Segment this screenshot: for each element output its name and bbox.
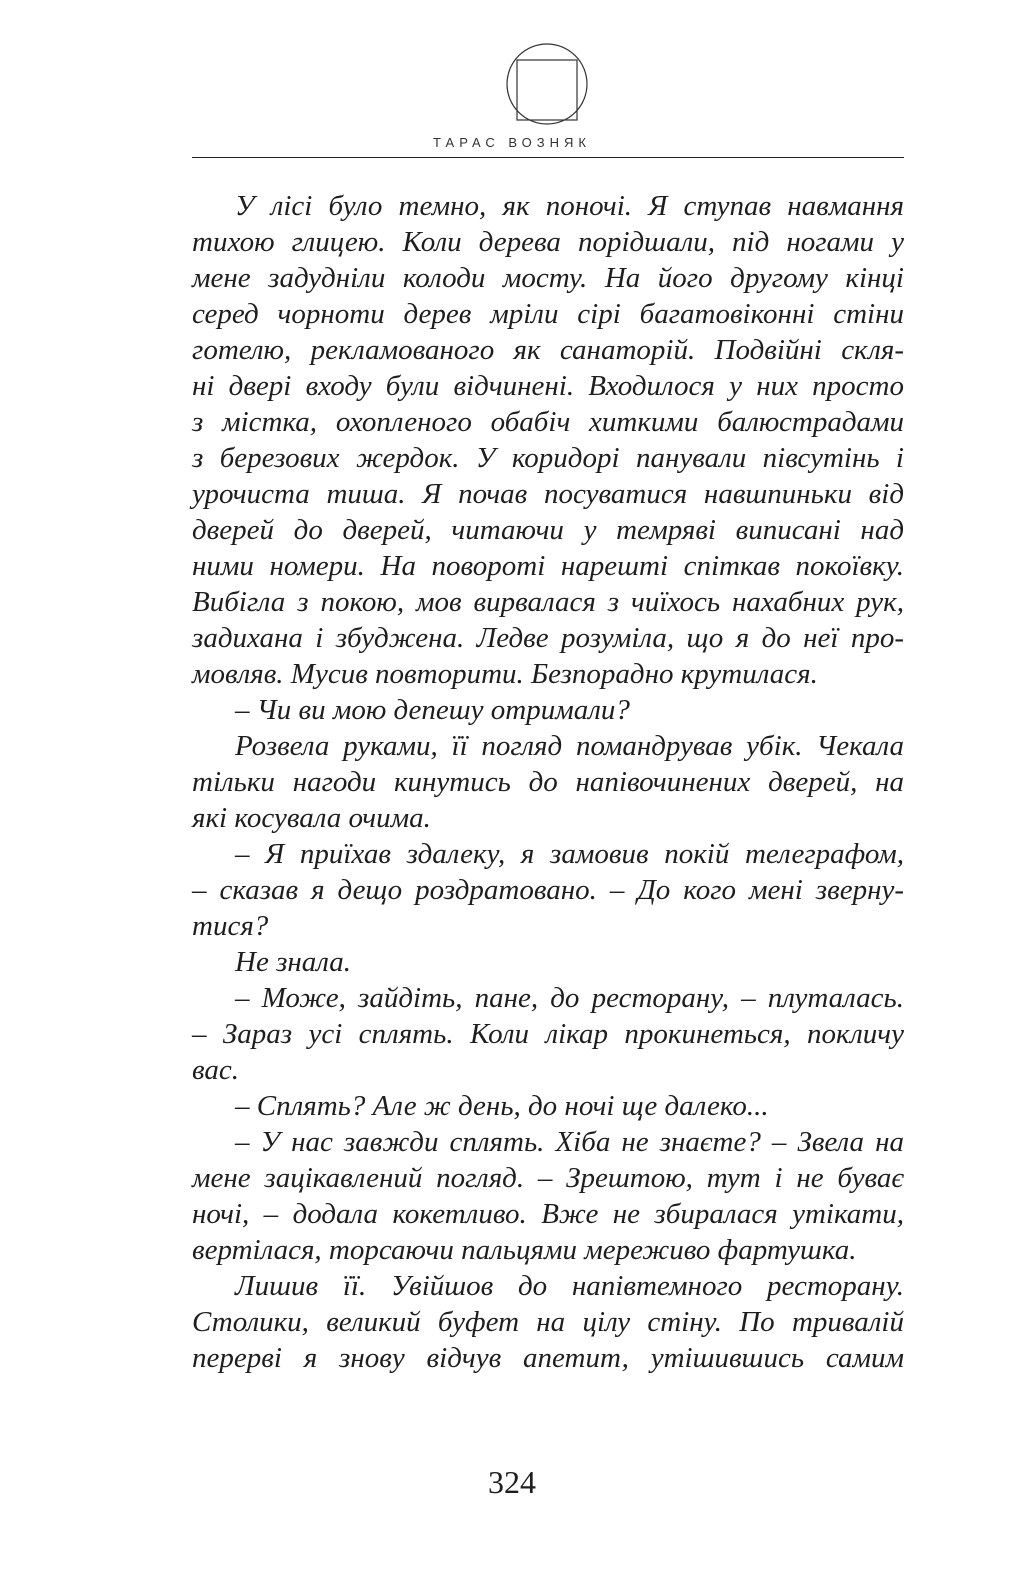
page-number: 324	[488, 1464, 536, 1500]
text-line: тися?	[192, 910, 269, 942]
text-line: мене задудніли колоди мосту. На його другому кінці	[192, 262, 904, 294]
text-line: задихана і збуджена. Ледве розуміла, що я до неї про-	[192, 622, 904, 654]
text-line: ні двері входу були відчинені. Входилося у них просто	[192, 370, 904, 402]
text-line: тихою глицею. Коли дерева порідшали, під ногами у	[192, 226, 904, 258]
text-line: – Сплять? Але ж день, до ночі ще далеко...	[235, 1090, 769, 1122]
text-line: які косувала очима.	[192, 802, 431, 834]
text-line: ними номери. На повороті нарешті спіткав покоївку.	[192, 550, 904, 582]
text-line: – Чи ви мою депешу отримали?	[235, 694, 630, 726]
text-line: – Може, зайдіть, пане, до ресторану, – плуталась.	[235, 982, 904, 1014]
text-line: – сказав я дещо роздратовано. – До кого мені зверну-	[192, 874, 904, 906]
text-line: У лісі було темно, як поночі. Я ступав навмання	[235, 190, 904, 222]
text-line: серед чорноти дерев мріли сірі багатовіконні стіни	[192, 298, 904, 330]
text-line: ночі, – додала кокетливо. Вже не збиралася утікати,	[192, 1198, 904, 1230]
text-line: перерві я знову відчув апетит, утішившись самим	[192, 1342, 904, 1374]
text-line: – Я приїхав здалеку, я замовив покій телеграфом,	[235, 838, 904, 870]
text-line: тільки нагоди кинутись до напівочинених дверей, на	[192, 766, 904, 798]
body-text	[192, 188, 904, 1376]
text-line: – У нас завжди сплять. Хіба не знаєте? – Звела на	[235, 1126, 904, 1158]
text-line: вертілася, торсаючи пальцями мереживо фартушка.	[192, 1234, 857, 1266]
text-line: Вибігла з покою, мов вирвалася з чиїхось нахабних рук,	[192, 586, 904, 618]
text-line: – Зараз усі сплять. Коли лікар прокинеться, покличу	[192, 1018, 904, 1050]
text-line: Лишив її. Увійшов до напівтемного ресторану.	[235, 1270, 904, 1302]
text-line: Розвела руками, її погляд помандрував убік. Чекала	[235, 730, 904, 762]
running-header-author: ТАРАС ВОЗНЯК	[433, 135, 591, 150]
text-line: Не знала.	[235, 946, 352, 978]
text-line: урочиста тиша. Я почав посуватися навшпиньки від	[192, 478, 904, 510]
text-line: мене зацікавлений погляд. – Зрештою, тут і не буває	[192, 1162, 904, 1194]
text-line: готелю, рекламованого як санаторій. Подвійні скля-	[192, 334, 904, 366]
header-divider	[192, 157, 904, 158]
text-line: дверей до дверей, читаючи у темряві виписані над	[192, 514, 904, 546]
text-line: вас.	[192, 1054, 240, 1086]
text-line: мовляв. Мусив повторити. Безпорадно крутилася.	[192, 658, 818, 690]
text-line: з березових жердок. У коридорі панували півсутінь і	[192, 442, 904, 474]
text-line: з містка, охопленого обабіч хиткими балюстрадами	[192, 406, 904, 438]
circle-square-emblem-icon	[505, 42, 589, 126]
text-line: Столики, великий буфет на цілу стіну. По тривалій	[192, 1306, 904, 1338]
